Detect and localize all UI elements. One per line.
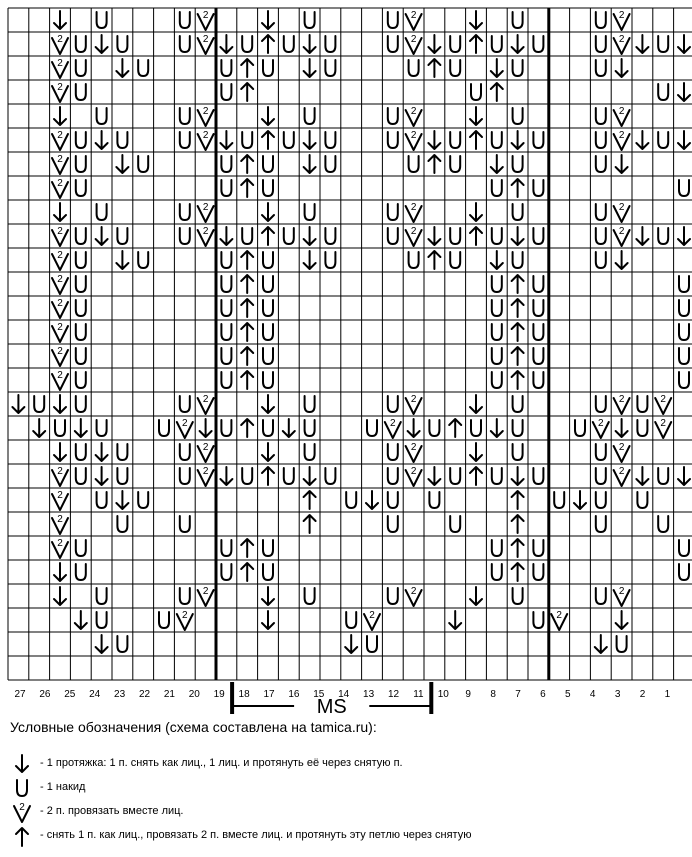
k2tog-count: 2 bbox=[202, 202, 209, 213]
column-number: 2 bbox=[639, 689, 646, 700]
k2tog-count: 2 bbox=[57, 466, 63, 477]
k2tog-count: 2 bbox=[202, 10, 209, 21]
k2tog-count: 2 bbox=[57, 226, 63, 237]
k2tog-count: 2 bbox=[410, 106, 417, 117]
k2tog-count: 2 bbox=[618, 106, 625, 117]
column-number: 9 bbox=[465, 689, 471, 700]
k2tog-count: 2 bbox=[410, 466, 417, 477]
k2tog-count: 2 bbox=[618, 442, 625, 453]
k2tog-count: 2 bbox=[618, 226, 625, 237]
k2tog-count: 2 bbox=[57, 274, 63, 285]
k2tog-count: 2 bbox=[410, 130, 417, 141]
legend-text-yarn-over: - 1 накид bbox=[40, 781, 86, 793]
legend-text-k2tog: - 2 п. провязать вместе лиц. bbox=[40, 805, 184, 817]
k2tog-count: 2 bbox=[57, 250, 63, 261]
k2tog-count: 2 bbox=[618, 34, 625, 45]
k2tog-count: 2 bbox=[660, 394, 666, 405]
column-number: 25 bbox=[64, 689, 76, 700]
k2tog-count: 2 bbox=[57, 370, 63, 381]
column-number: 3 bbox=[614, 689, 621, 700]
k2tog-count: 2 bbox=[410, 586, 417, 597]
k2tog-count: 2 bbox=[410, 34, 417, 45]
k2tog-count: 2 bbox=[556, 610, 562, 621]
column-number: 22 bbox=[138, 689, 151, 700]
column-number: 7 bbox=[515, 689, 521, 700]
k2tog-count: 2 bbox=[598, 418, 604, 429]
column-number: 24 bbox=[89, 689, 101, 700]
column-number: 10 bbox=[437, 689, 449, 700]
k2tog-count: 2 bbox=[57, 34, 63, 45]
k2tog-count: 2 bbox=[57, 82, 63, 93]
k2tog-count: 2 bbox=[618, 10, 625, 21]
column-number: 18 bbox=[238, 689, 250, 700]
k2tog-count: 2 bbox=[57, 298, 63, 309]
k2tog-count: 2 bbox=[57, 130, 63, 141]
ssk-arrow-down-icon bbox=[8, 752, 36, 776]
column-number: 19 bbox=[213, 689, 225, 700]
k2tog-count: 2 bbox=[57, 322, 63, 333]
k2tog-count: 2 bbox=[202, 106, 209, 117]
legend-title: Условные обозначения (схема составлена на tamica.ru): bbox=[10, 719, 377, 735]
column-number: 20 bbox=[188, 689, 200, 700]
k2tog-count: 2 bbox=[57, 154, 63, 165]
legend-item-yarn-over bbox=[0, 776, 692, 800]
column-number: 17 bbox=[263, 689, 275, 700]
k2tog-count: 2 bbox=[202, 466, 209, 477]
k2tog-count: 2 bbox=[618, 394, 625, 405]
column-number: 16 bbox=[288, 689, 300, 700]
k2tog-count: 2 bbox=[618, 586, 625, 597]
legend-text-ssk: - 1 протяжка: 1 п. снять как лиц., 1 лиц. и протянуть её через снятую п. bbox=[40, 757, 403, 769]
column-number: 21 bbox=[163, 689, 175, 700]
k2tog-count: 2 bbox=[410, 226, 417, 237]
column-number: 6 bbox=[540, 689, 546, 700]
column-number: 1 bbox=[664, 689, 671, 700]
k2tog-v-icon bbox=[8, 800, 36, 824]
column-number: 4 bbox=[589, 689, 596, 700]
yarn-over-u-icon bbox=[8, 776, 36, 800]
k2tog-count: 2 bbox=[182, 610, 188, 621]
column-number: 8 bbox=[490, 689, 496, 700]
k2tog-count: 2 bbox=[618, 202, 625, 213]
column-number: 13 bbox=[363, 689, 375, 700]
legend-item-ssk bbox=[0, 752, 692, 776]
k2tog-count: 2 bbox=[202, 586, 209, 597]
svg-text:2: 2 bbox=[19, 802, 25, 813]
column-number: 12 bbox=[387, 689, 400, 700]
k2tog-count: 2 bbox=[202, 226, 209, 237]
k2tog-count: 2 bbox=[57, 538, 63, 549]
column-number: 26 bbox=[39, 689, 51, 700]
legend-text-double-decrease: - снять 1 п. как лиц., провязать 2 п. вместе лиц. и протянуть эту петлю через снятую bbox=[40, 829, 472, 841]
k2tog-count: 2 bbox=[57, 346, 63, 357]
k2tog-count: 2 bbox=[410, 442, 417, 453]
double-decrease-arrow-up-icon bbox=[8, 824, 36, 848]
legend-item-double-decrease bbox=[0, 824, 692, 848]
k2tog-count: 2 bbox=[202, 394, 209, 405]
k2tog-count: 2 bbox=[57, 514, 63, 525]
column-number: 5 bbox=[565, 689, 571, 700]
k2tog-count: 2 bbox=[57, 490, 63, 501]
k2tog-count: 2 bbox=[390, 418, 396, 429]
k2tog-count: 2 bbox=[202, 442, 209, 453]
k2tog-count: 2 bbox=[660, 418, 666, 429]
k2tog-count: 2 bbox=[202, 34, 209, 45]
k2tog-count: 2 bbox=[618, 130, 625, 141]
legend-item-k2tog bbox=[0, 800, 692, 824]
column-number: 27 bbox=[14, 689, 26, 700]
k2tog-count: 2 bbox=[57, 58, 63, 69]
k2tog-count: 2 bbox=[410, 10, 417, 21]
k2tog-count: 2 bbox=[369, 610, 375, 621]
k2tog-count: 2 bbox=[410, 394, 417, 405]
column-number: 15 bbox=[313, 689, 325, 700]
column-number: 11 bbox=[413, 689, 424, 700]
k2tog-count: 2 bbox=[618, 466, 625, 477]
ms-label: MS bbox=[316, 696, 347, 718]
k2tog-count: 2 bbox=[57, 178, 63, 189]
k2tog-count: 2 bbox=[410, 202, 417, 213]
column-number: 23 bbox=[114, 689, 126, 700]
k2tog-count: 2 bbox=[202, 130, 209, 141]
k2tog-count: 2 bbox=[182, 418, 188, 429]
column-number: 14 bbox=[338, 689, 350, 700]
